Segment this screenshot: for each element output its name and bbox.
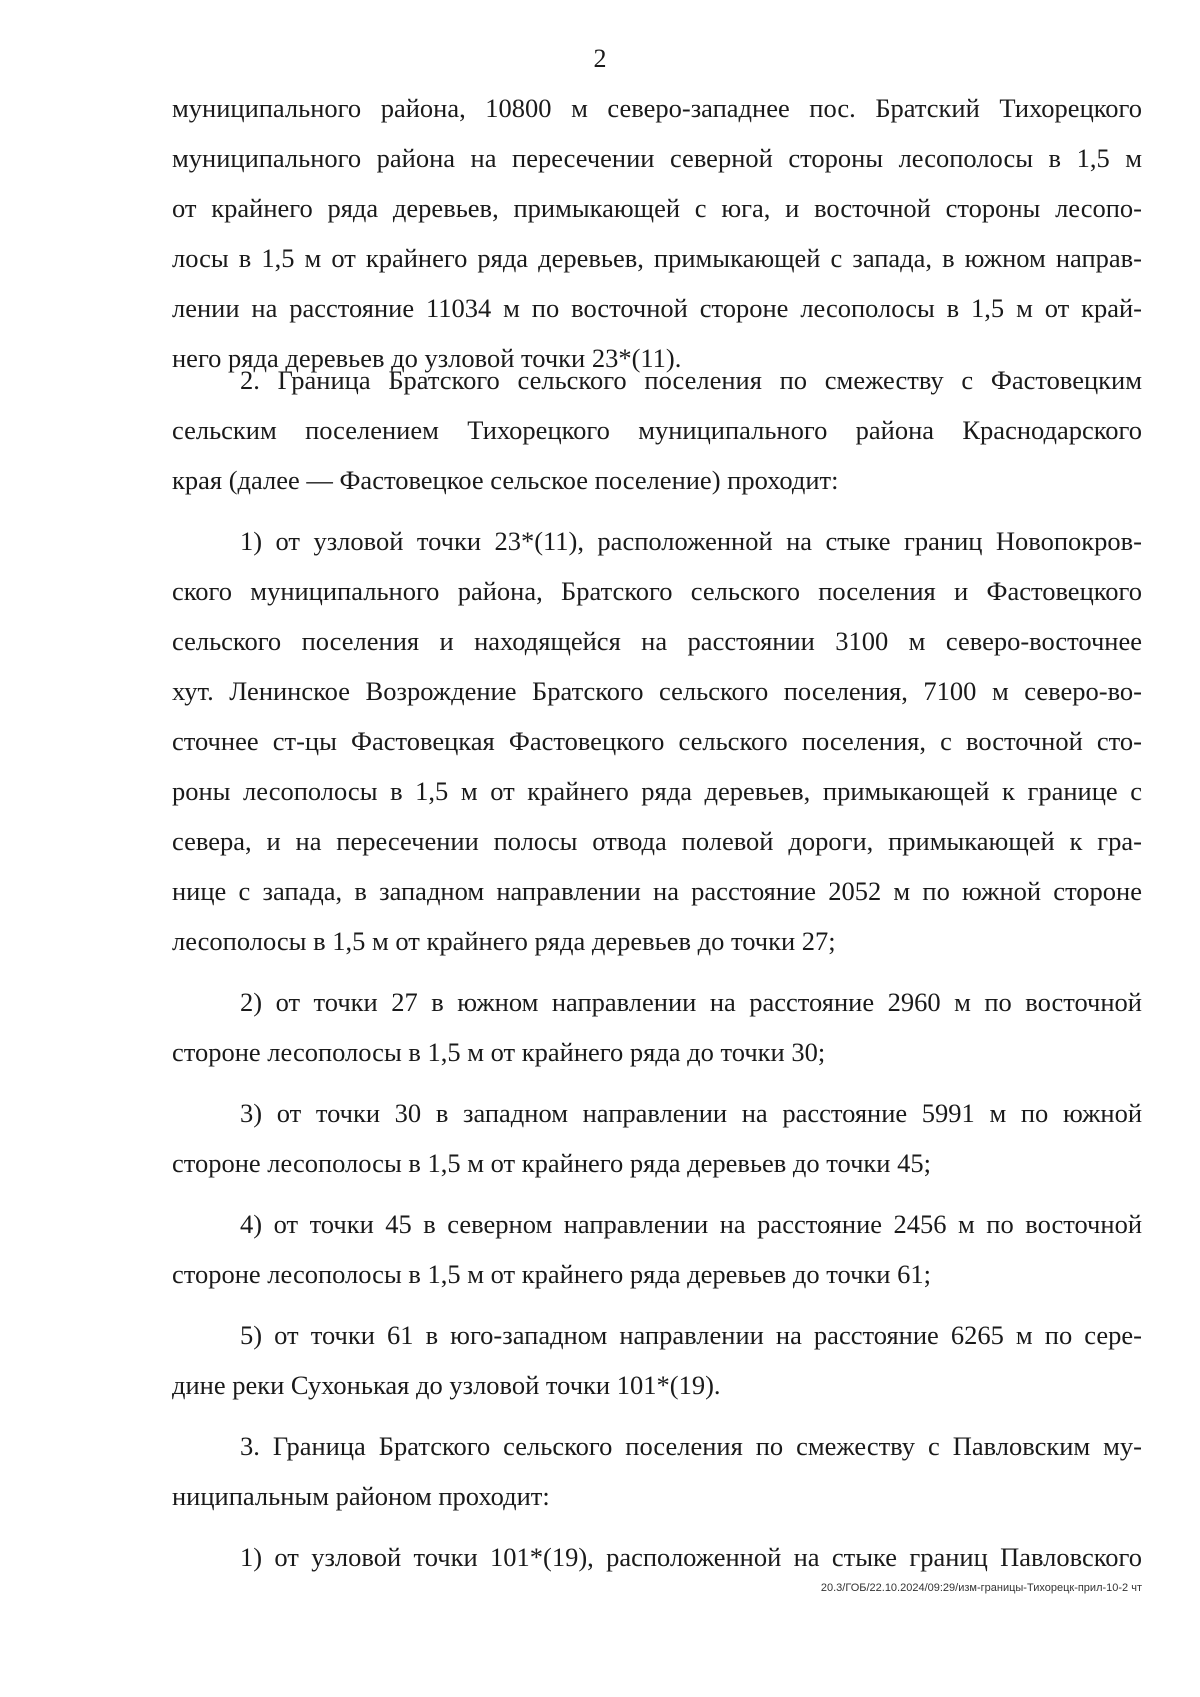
document-footer: 20.3/ГОБ/22.10.2024/09:29/изм-границы-Тихорецк-прил-10-2 чт	[820, 1582, 1142, 1594]
text-line: муниципального района на пересечении северной стороны лесополосы в 1,5 м	[172, 143, 1142, 173]
text-line: лении на расстояние 11034 м по восточной стороне лесополосы в 1,5 м от край-	[172, 293, 1142, 323]
text-line: дине реки Сухонькая до узловой точки 101*(19).	[172, 1370, 721, 1400]
paragraph-continuation	[172, 83, 1142, 383]
section-heading-line: 2. Граница Братского сельского поселения по смежеству с Фастовецким	[240, 365, 1142, 395]
list-item-line: 3) от точки 30 в западном направлении на расстояние 5991 м по южной	[240, 1098, 1142, 1128]
text-line: края (далее — Фастовецкое сельское поселение) проходит:	[172, 465, 839, 495]
text-line: стороне лесополосы в 1,5 м от крайнего ряда до точки 30;	[172, 1037, 826, 1067]
list-item-line: 1) от узловой точки 101*(19), расположенной на стыке границ Павловского	[240, 1542, 1142, 1572]
text-line: севера, и на пересечении полосы отвода полевой дороги, примыкающей к гра-	[172, 826, 1142, 856]
text-line: ниципальным районом проходит:	[172, 1481, 550, 1511]
text-line: сельского поселения и находящейся на расстоянии 3100 м северо-восточнее	[172, 626, 1142, 656]
text-line: лосы в 1,5 м от крайнего ряда деревьев, примыкающей с запада, в южном направ-	[172, 243, 1142, 273]
list-item-line: 1) от узловой точки 23*(11), расположенной на стыке границ Новопокров-	[240, 526, 1142, 556]
text-line: муниципального района, 10800 м северо-западнее пос. Братский Тихорецкого	[172, 93, 1142, 123]
text-line: от крайнего ряда деревьев, примыкающей с юга, и восточной стороны лесопо-	[172, 193, 1142, 223]
section-heading-line: 3. Граница Братского сельского поселения по смежеству с Павловским му-	[240, 1431, 1142, 1461]
text-line: нице с запада, в западном направлении на расстояние 2052 м по южной стороне	[172, 876, 1142, 906]
text-line: лесополосы в 1,5 м от крайнего ряда деревьев до точки 27;	[172, 926, 836, 956]
text-line: него ряда деревьев до узловой точки 23*(11).	[172, 343, 682, 373]
text-line: стороне лесополосы в 1,5 м от крайнего ряда деревьев до точки 61;	[172, 1259, 931, 1289]
text-line: сельским поселением Тихорецкого муниципального района Краснодарского	[172, 415, 1142, 445]
section-2	[172, 355, 1142, 1582]
text-line: стороне лесополосы в 1,5 м от крайнего ряда деревьев до точки 45;	[172, 1148, 931, 1178]
list-item-line: 4) от точки 45 в северном направлении на расстояние 2456 м по восточной	[240, 1209, 1142, 1239]
text-line: роны лесополосы в 1,5 м от крайнего ряда деревьев, примыкающей к границе с	[172, 776, 1142, 806]
text-line: хут. Ленинское Возрождение Братского сельского поселения, 7100 м северо-во-	[172, 676, 1142, 706]
text-line: сточнее ст-цы Фастовецкая Фастовецкого сельского поселения, с восточной сто-	[172, 726, 1142, 756]
list-item-line: 5) от точки 61 в юго-западном направлении на расстояние 6265 м по сере-	[240, 1320, 1142, 1350]
page-number: 2	[593, 44, 607, 73]
list-item-line: 2) от точки 27 в южном направлении на расстояние 2960 м по восточной	[240, 987, 1142, 1017]
text-line: ского муниципального района, Братского сельского поселения и Фастовецкого	[172, 576, 1142, 606]
